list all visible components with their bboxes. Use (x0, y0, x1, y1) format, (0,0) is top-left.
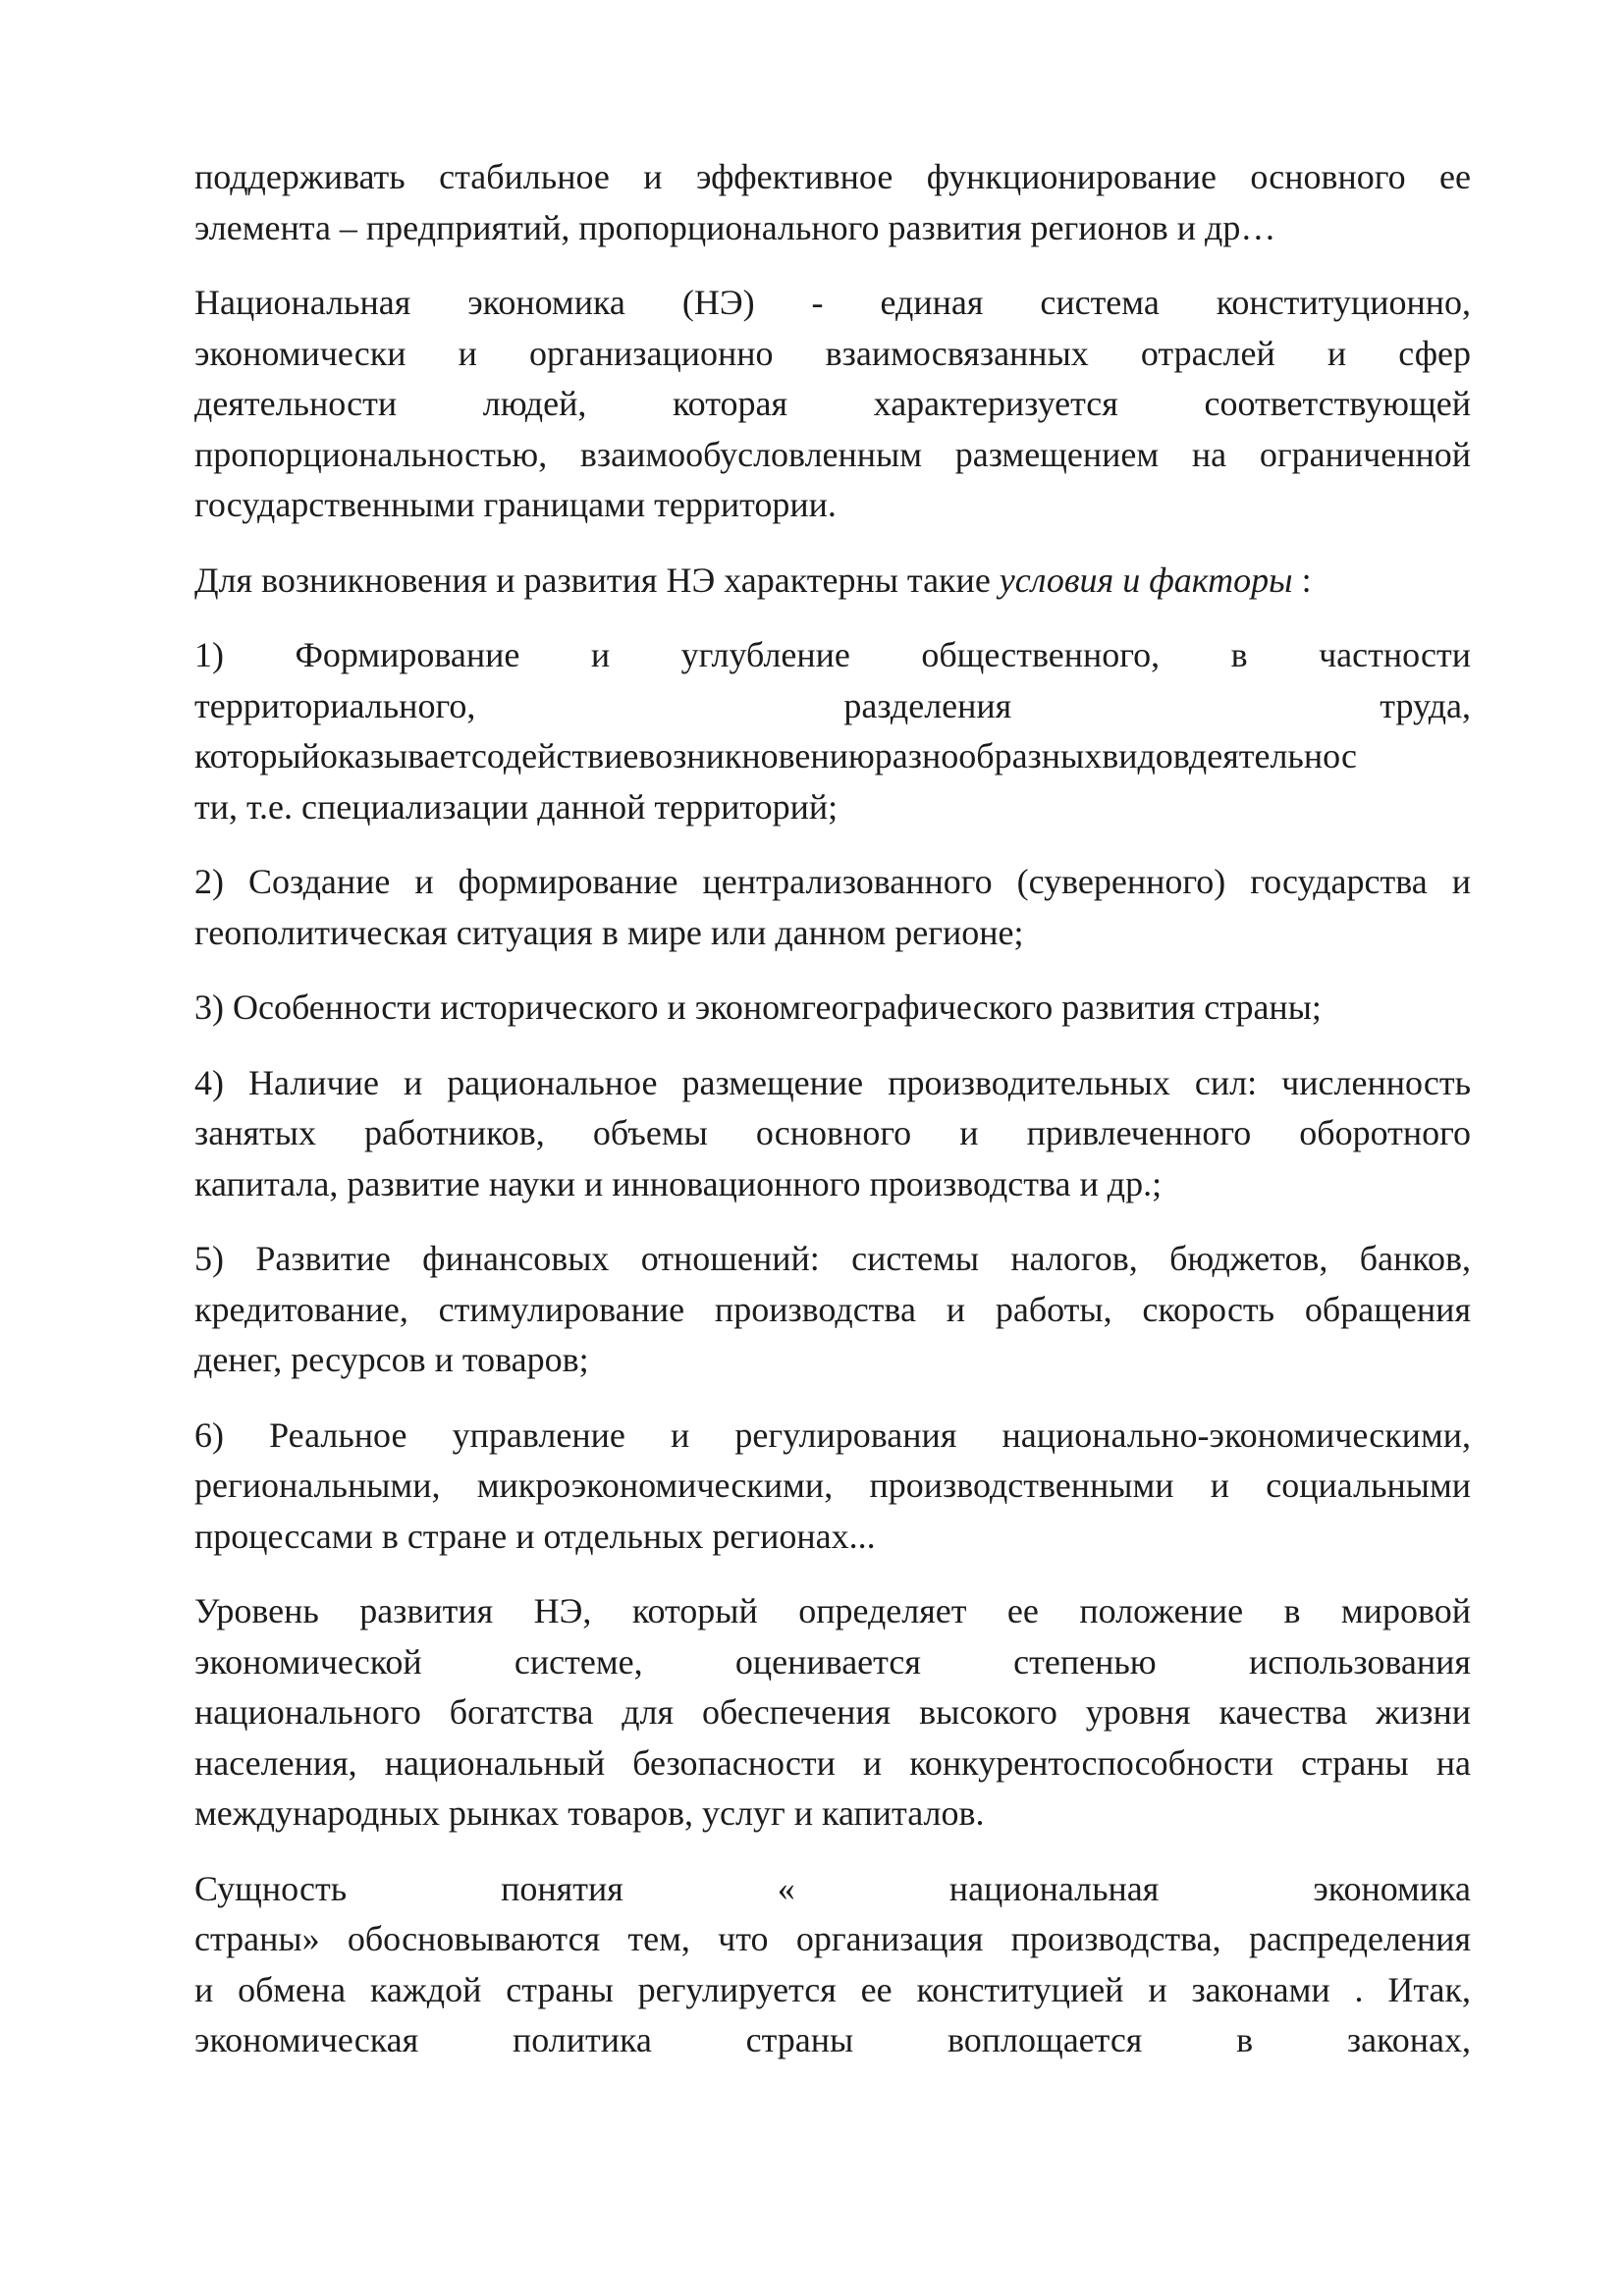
text-line: страны» обосновываются тем, что организация производства, распределения (194, 1919, 1471, 1958)
text-line: которыйоказываетсодействиевозникновениюразнообразныхвидовдеятельнос (194, 736, 1357, 775)
text-line: 4) Наличие и рациональное размещение производительных сил: численность (194, 1062, 1471, 1102)
text-line: региональными, микроэкономическими, производственными и социальными (194, 1466, 1471, 1505)
text-line: Уровень развития НЭ, который определяет ее положение в мировой (194, 1591, 1471, 1630)
paragraph (194, 1864, 1471, 2066)
text-line: экономическая политика страны воплощается в законах, (194, 2020, 1471, 2059)
text-line: Сущность понятия « национальная экономика (194, 1868, 1471, 1908)
paragraph (194, 152, 1471, 253)
text-line: населения, национальный безопасности и конкурентоспособности страны на (194, 1742, 1471, 1783)
text-line: геополитическая ситуация в мире или данном регионе; (194, 912, 1024, 952)
text-line: пропорциональностью, взаимообусловленным размещением на ограниченной (194, 434, 1471, 474)
text-line: территориального, разделения труда, (194, 685, 1471, 725)
text-line: экономически и организационно взаимосвязанных отраслей и сфер (194, 333, 1471, 373)
text-run: : (1292, 560, 1312, 600)
text-line: экономической системе, оценивается степенью использования (194, 1641, 1471, 1682)
list-item (194, 983, 1471, 1034)
paragraph (194, 278, 1471, 531)
text-line: ти, т.е. специализации данной территорий; (194, 786, 839, 827)
text-line: кредитование, стимулирование производства и работы, скорость обращения (194, 1289, 1471, 1329)
text-line: национального богатства для обеспечения высокого уровня качества жизни (194, 1692, 1471, 1732)
text-line: Национальная экономика (НЭ) - единая система конституционно, (194, 283, 1471, 322)
text-line: деятельности людей, которая характеризуется соответствующей (194, 384, 1471, 423)
text-line: 3) Особенности исторического и экономгеографического развития страны; (194, 988, 1322, 1027)
text-line: элемента – предприятий, пропорционального развития регионов и др… (194, 207, 1276, 247)
text-line: денег, ресурсов и товаров; (194, 1340, 589, 1379)
text-line: международных рынках товаров, услуг и капиталов. (194, 1793, 985, 1833)
list-item (194, 630, 1471, 832)
text-line: занятых работников, объемы основного и привлеченного оборотного (194, 1113, 1471, 1152)
document-page (194, 152, 1471, 2091)
text-line: поддерживать стабильное и эффективное функционирование основного ее (194, 157, 1471, 196)
text-line: и обмена каждой страны регулируется ее конституцией и законами . Итак, (194, 1969, 1471, 2009)
italic-term: условия и факторы (999, 560, 1293, 600)
list-item (194, 857, 1471, 958)
text-run: Для возникновения и развития НЭ характерны такие (194, 560, 1000, 600)
text-line: 1) Формирование и углубление общественного, в частности (194, 635, 1471, 674)
text-line: капитала, развитие науки и инновационного производства и др.; (194, 1163, 1163, 1203)
paragraph (194, 1586, 1471, 1840)
list-item (194, 1234, 1471, 1386)
list-item (194, 1058, 1471, 1210)
text-line (194, 556, 1471, 607)
text-line: процессами в стране и отдельных регионах... (194, 1516, 876, 1556)
text-line: 6) Реальное управление и регулирования национально-экономическими, (194, 1415, 1471, 1455)
text-line: 2) Создание и формирование централизованного (суверенного) государства и (194, 862, 1471, 901)
paragraph (194, 556, 1471, 607)
text-line: 5) Развитие финансовых отношений: системы налогов, бюджетов, банков, (194, 1239, 1471, 1278)
text-line: государственными границами территории. (194, 485, 837, 524)
list-item (194, 1411, 1471, 1563)
